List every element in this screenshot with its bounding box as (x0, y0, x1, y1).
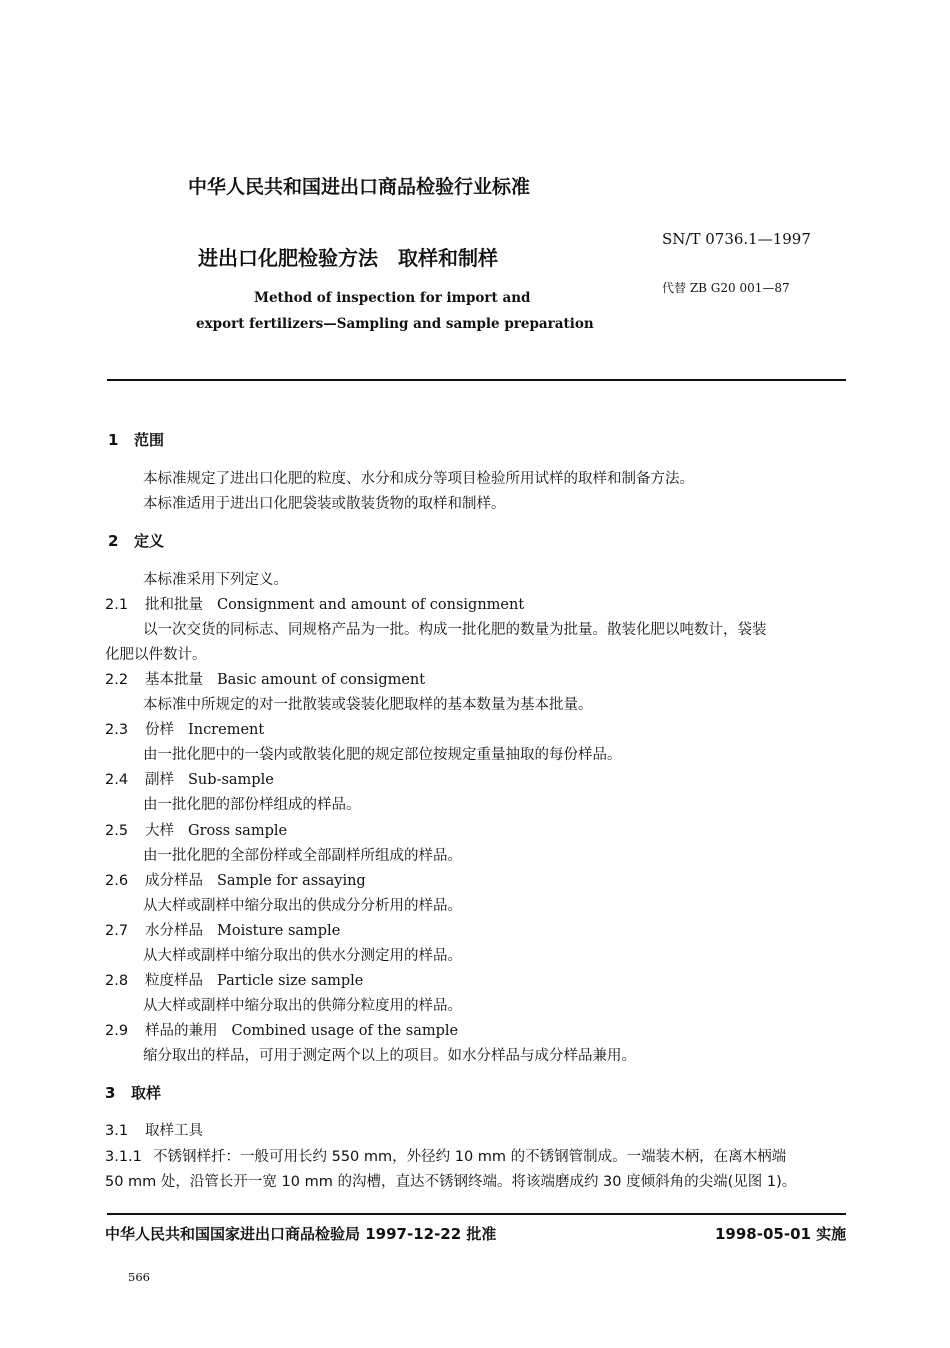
footer-rule (107, 1213, 846, 1215)
definition-term-zh: 基本批量 (145, 672, 203, 688)
page-number: 566 (128, 1270, 150, 1284)
definition-term (105, 919, 340, 940)
definition-term (105, 718, 264, 739)
definition-term-en: Increment (188, 722, 265, 738)
definition-term-en: Combined usage of the sample (231, 1023, 459, 1039)
definition-term (105, 869, 366, 890)
definition-term-zh: 批和批量 (145, 597, 203, 613)
definition-number: 2.3 (105, 722, 129, 738)
section-number: 2 (108, 532, 119, 550)
issuing-authority: 中华人民共和国进出口商品检验行业标准 (188, 176, 531, 198)
definition-term-zh: 成分样品 (145, 873, 203, 889)
section-1-paragraph-1: 本标准规定了进出口化肥的粒度、水分和成分等项目检验所用试样的取样和制备方法。 (143, 471, 694, 487)
definition-term-zh: 水分样品 (145, 923, 203, 939)
subsection-number: 3.1 (105, 1123, 129, 1139)
clause-3-1-1-continued: 50 mm 处，沿管长开一宽 10 mm 的沟槽，直达不锈钢终端。将该端磨成约 30 度倾斜角的尖端(见图 1)。 (105, 1174, 797, 1190)
document-title-zh: 进出口化肥检验方法 取样和制样 (198, 246, 498, 270)
document-title-en-line1: Method of inspection for import and (254, 290, 531, 306)
subsection-title: 取样工具 (145, 1123, 203, 1139)
definition-text: 从大样或副样中缩分取出的供水分测定用的样品。 (143, 948, 462, 964)
definition-number: 2.7 (105, 923, 129, 939)
definition-term-en: Sample for assaying (217, 873, 366, 889)
clause-3-1-1 (105, 1145, 786, 1166)
definition-number: 2.5 (105, 823, 129, 839)
document-title-en-line2: export fertilizers—Sampling and sample preparation (196, 316, 594, 332)
definition-term-zh: 大样 (145, 823, 174, 839)
section-1-paragraph-2: 本标准适用于进出口化肥袋装或散装货物的取样和制样。 (143, 496, 506, 512)
definition-term (105, 668, 425, 689)
definition-text: 由一批化肥中的一袋内或散装化肥的规定部位按规定重量抽取的每份样品。 (143, 747, 622, 763)
definition-term-en: Moisture sample (217, 923, 341, 939)
section-2-heading (108, 530, 164, 551)
definition-text: 由一批化肥的部份样组成的样品。 (143, 797, 361, 813)
definition-term-zh: 粒度样品 (145, 973, 203, 989)
definition-term-en: Particle size sample (217, 973, 364, 989)
definition-text-continued: 化肥以件数计。 (105, 647, 207, 663)
section-title: 取样 (131, 1084, 162, 1102)
standard-number: SN/T 0736.1—1997 (662, 230, 811, 248)
section-number: 3 (105, 1084, 116, 1102)
approval-line: 中华人民共和国国家进出口商品检验局 1997-12-22 批准 (105, 1225, 497, 1243)
definition-term (105, 819, 287, 840)
clause-number: 3.1.1 (105, 1149, 142, 1165)
definition-text: 本标准中所规定的对一批散装或袋装化肥取样的基本数量为基本批量。 (143, 697, 593, 713)
definition-text: 由一批化肥的全部份样或全部副样所组成的样品。 (143, 848, 462, 864)
clause-text: 不锈钢样扦：一般可用长约 550 mm，外径约 10 mm 的不锈钢管制成。一端装木柄，在离木柄端 (153, 1149, 787, 1165)
section-number: 1 (108, 431, 119, 449)
definition-term-en: Gross sample (188, 823, 288, 839)
definition-term-en: Sub-sample (188, 772, 274, 788)
definition-term-zh: 样品的兼用 (145, 1023, 218, 1039)
definition-term-zh: 副样 (145, 772, 174, 788)
implementation-date: 1998-05-01 实施 (715, 1225, 847, 1243)
definition-term (105, 1019, 458, 1040)
definition-term (105, 593, 524, 614)
definition-number: 2.4 (105, 772, 129, 788)
definition-term-en: Basic amount of consigment (217, 672, 426, 688)
definition-text: 以一次交货的同标志、同规格产品为一批。构成一批化肥的数量为批量。散装化肥以吨数计，袋装 (143, 622, 767, 638)
definition-number: 2.6 (105, 873, 129, 889)
section-title: 范围 (134, 431, 165, 449)
definition-text: 从大样或副样中缩分取出的供筛分粒度用的样品。 (143, 998, 462, 1014)
definition-text: 缩分取出的样品，可用于测定两个以上的项目。如水分样品与成分样品兼用。 (143, 1048, 636, 1064)
header-rule (107, 379, 846, 381)
definition-number: 2.1 (105, 597, 129, 613)
replaces-standard: 代替 ZB G20 001—87 (662, 281, 790, 295)
section-2-intro: 本标准采用下列定义。 (143, 572, 288, 588)
definition-text: 从大样或副样中缩分取出的供成分分析用的样品。 (143, 898, 462, 914)
subsection-3-1-heading (105, 1119, 203, 1140)
definition-term (105, 969, 363, 990)
definition-term-en: Consignment and amount of consignment (217, 597, 525, 613)
section-1-heading (108, 429, 164, 450)
definition-term (105, 768, 274, 789)
definition-term-zh: 份样 (145, 722, 174, 738)
section-3-heading (105, 1082, 161, 1103)
definition-number: 2.8 (105, 973, 129, 989)
section-title: 定义 (134, 532, 165, 550)
definition-number: 2.2 (105, 672, 129, 688)
definition-number: 2.9 (105, 1023, 129, 1039)
